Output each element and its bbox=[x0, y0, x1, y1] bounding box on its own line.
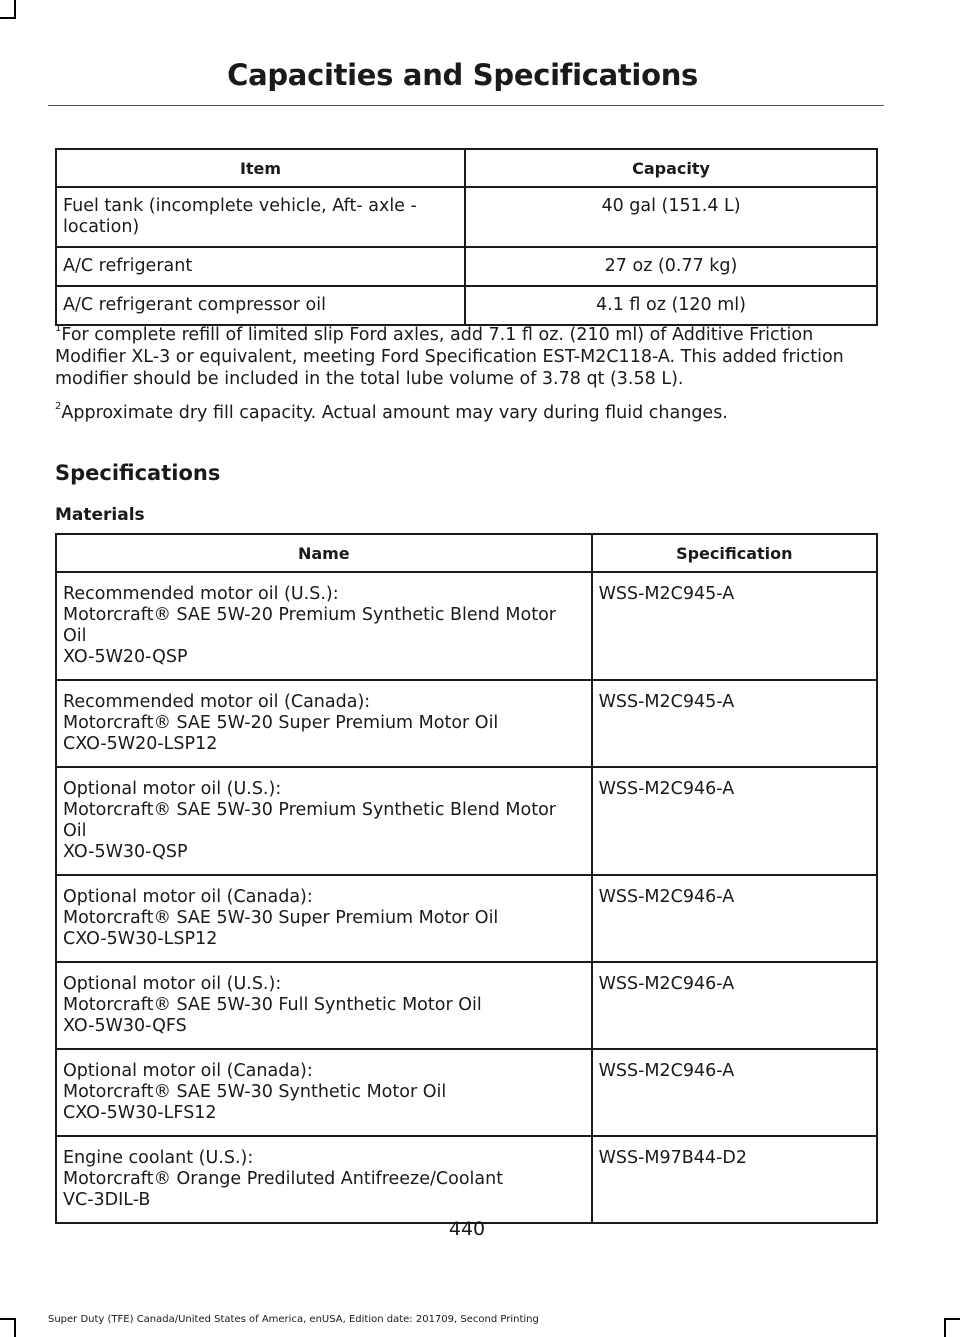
table-row bbox=[56, 187, 877, 247]
cell-item: A/C refrigerant compressor oil bbox=[56, 286, 465, 325]
footnote-mark: 2 bbox=[55, 401, 62, 412]
title-divider bbox=[48, 105, 884, 106]
materials-table bbox=[55, 533, 878, 1224]
crop-mark bbox=[14, 1318, 16, 1337]
cell-name bbox=[56, 572, 592, 680]
table-header-row bbox=[56, 149, 877, 187]
cell-specification: WSS-M2C946-A bbox=[592, 767, 877, 875]
crop-mark bbox=[944, 1318, 946, 1337]
name-line: Recommended motor oil (Canada): bbox=[63, 692, 371, 712]
name-line: Motorcraft® SAE 5W-30 Full Synthetic Motor Oil bbox=[63, 995, 482, 1015]
footnote-mark: 1 bbox=[55, 323, 62, 334]
cell-item: A/C refrigerant bbox=[56, 247, 465, 286]
table-header-row bbox=[56, 534, 877, 572]
name-line: Motorcraft® SAE 5W-20 Super Premium Motor Oil bbox=[63, 713, 499, 733]
cell-name bbox=[56, 875, 592, 962]
cell-specification: WSS-M2C945-A bbox=[592, 572, 877, 680]
page-title: Capacities and Specifications bbox=[227, 58, 698, 92]
name-line: Motorcraft® SAE 5W-30 Premium Synthetic Blend Motor Oil bbox=[63, 800, 556, 841]
name-line: Recommended motor oil (U.S.): bbox=[63, 584, 339, 604]
footnote-2 bbox=[55, 402, 885, 424]
table-row bbox=[56, 680, 877, 767]
table-row bbox=[56, 962, 877, 1049]
cell-capacity: 4.1 fl oz (120 ml) bbox=[465, 286, 877, 325]
name-line: XO-5W30-QSP bbox=[63, 842, 188, 862]
cell-name bbox=[56, 962, 592, 1049]
table-row bbox=[56, 875, 877, 962]
table-row bbox=[56, 767, 877, 875]
footnote-1 bbox=[55, 324, 885, 390]
column-header-capacity: Capacity bbox=[465, 149, 877, 187]
name-line: CXO-5W30-LSP12 bbox=[63, 929, 218, 949]
name-line: Optional motor oil (U.S.): bbox=[63, 779, 282, 799]
table-row bbox=[56, 286, 877, 325]
cell-name bbox=[56, 767, 592, 875]
cell-specification: WSS-M97B44-D2 bbox=[592, 1136, 877, 1223]
cell-name bbox=[56, 1049, 592, 1136]
name-line: Motorcraft® Orange Prediluted Antifreeze/Coolant bbox=[63, 1169, 504, 1189]
name-line: Optional motor oil (Canada): bbox=[63, 1061, 313, 1081]
name-line: Optional motor oil (Canada): bbox=[63, 887, 313, 907]
crop-mark bbox=[944, 1318, 960, 1320]
name-line: Engine coolant (U.S.): bbox=[63, 1148, 254, 1168]
cell-specification: WSS-M2C945-A bbox=[592, 680, 877, 767]
cell-specification: WSS-M2C946-A bbox=[592, 1049, 877, 1136]
footnote-text: For complete refill of limited slip Ford axles, add 7.1 fl oz. (210 ml) of Additive Friction Modifier XL-3 or equivalent, meeting Ford Specification EST-M2C118-A. This added friction modifier should be included in the total lube volume of 3.78 qt (3.58 L). bbox=[55, 325, 844, 389]
table-row bbox=[56, 247, 877, 286]
section-heading: Specifications bbox=[55, 461, 221, 485]
table-row bbox=[56, 572, 877, 680]
name-line: Motorcraft® SAE 5W-20 Premium Synthetic Blend Motor Oil bbox=[63, 605, 556, 646]
subsection-heading: Materials bbox=[55, 505, 145, 525]
table-row bbox=[56, 1049, 877, 1136]
crop-mark bbox=[14, 0, 16, 18]
crop-mark bbox=[0, 1318, 16, 1320]
page-number: 440 bbox=[448, 1218, 486, 1240]
name-line: CXO-5W30-LFS12 bbox=[63, 1103, 217, 1123]
name-line: Motorcraft® SAE 5W-30 Synthetic Motor Oil bbox=[63, 1082, 447, 1102]
cell-capacity: 40 gal (151.4 L) bbox=[465, 187, 877, 247]
cell-item: Fuel tank (incomplete vehicle, Aft- axle - location) bbox=[56, 187, 465, 247]
column-header-name: Name bbox=[56, 534, 592, 572]
cell-specification: WSS-M2C946-A bbox=[592, 962, 877, 1049]
name-line: CXO-5W20-LSP12 bbox=[63, 734, 218, 754]
crop-mark bbox=[0, 17, 16, 19]
name-line: XO-5W20-QSP bbox=[63, 647, 188, 667]
table-row bbox=[56, 1136, 877, 1223]
name-line: VC-3DIL-B bbox=[63, 1190, 151, 1210]
name-line: XO-5W30-QFS bbox=[63, 1016, 187, 1036]
name-line: Optional motor oil (U.S.): bbox=[63, 974, 282, 994]
name-line: Motorcraft® SAE 5W-30 Super Premium Motor Oil bbox=[63, 908, 499, 928]
cell-specification: WSS-M2C946-A bbox=[592, 875, 877, 962]
footer-text: Super Duty (TFE) Canada/United States of America, enUSA, Edition date: 201709, Second Printing bbox=[48, 1314, 539, 1325]
capacities-table bbox=[55, 148, 878, 326]
cell-name bbox=[56, 680, 592, 767]
cell-name bbox=[56, 1136, 592, 1223]
footnote-text: Approximate dry fill capacity. Actual amount may vary during fluid changes. bbox=[61, 403, 728, 423]
cell-capacity: 27 oz (0.77 kg) bbox=[465, 247, 877, 286]
column-header-item: Item bbox=[56, 149, 465, 187]
column-header-specification: Specification bbox=[592, 534, 877, 572]
